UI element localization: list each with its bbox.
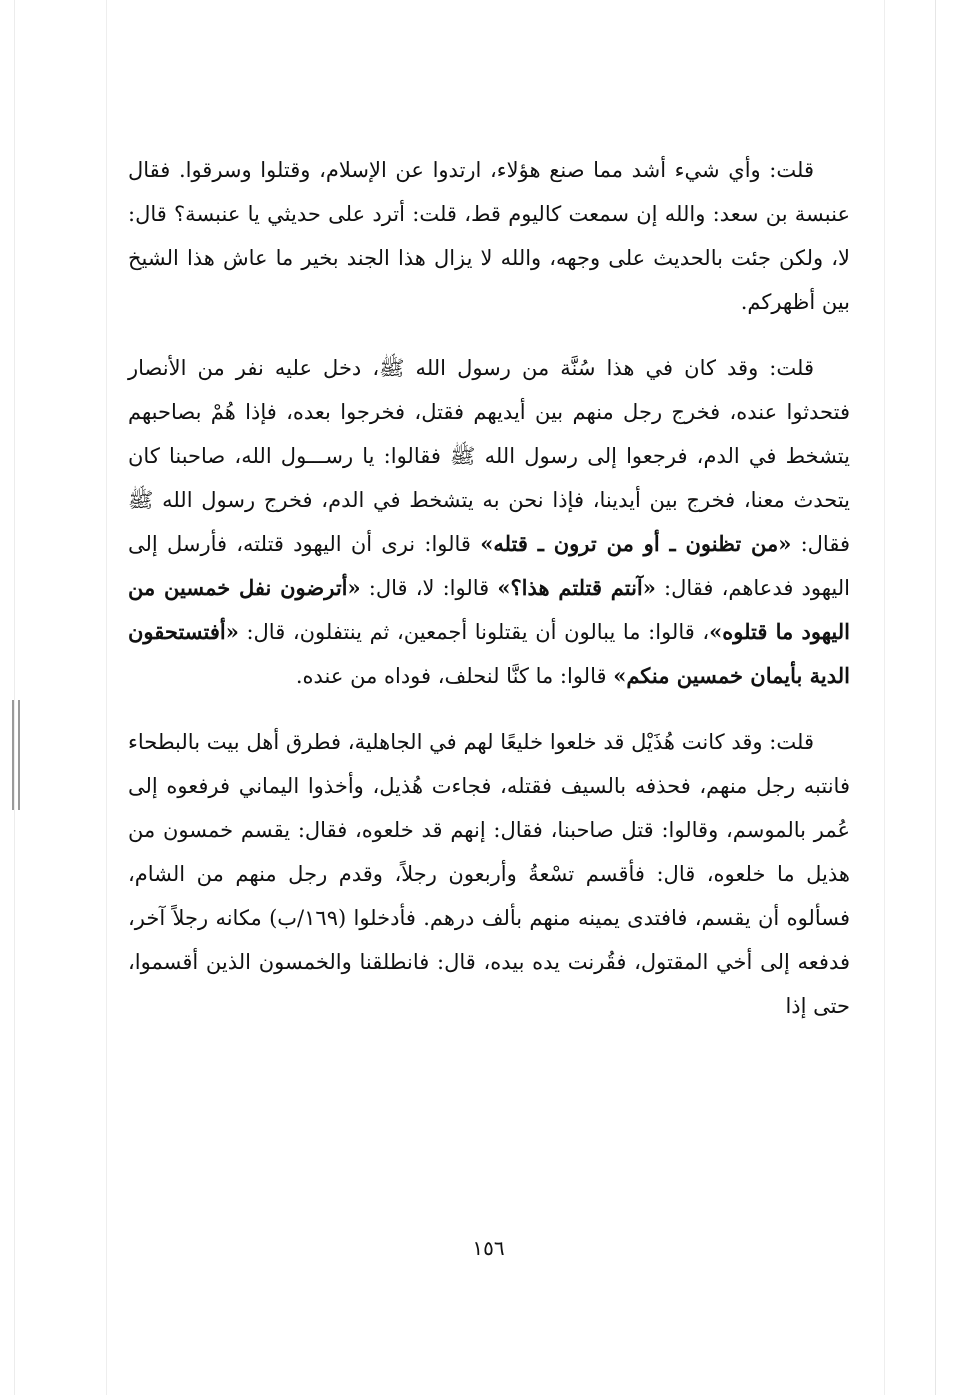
paragraph-text: ، قالوا: ما يبالون أن يقتلونا أجمعين، ثم ينتفلون، قال: [238,620,710,644]
hadith-quote: «من تظنون ـ أو من ترون ـ قتله» [480,531,792,556]
scan-artifact-line [935,0,936,1395]
hadith-quote: «أفتستحقون الدية بأيمان خمسين منكم» [128,619,850,688]
paragraph-text: قالوا: لا، قال: [360,576,498,600]
margin-mark [12,700,14,810]
scan-artifact-line [14,0,15,1395]
paragraph-1 [128,148,850,324]
page-number: ١٥٦ [472,1236,505,1260]
paragraph-text: قلت: وقد كانت هُذَيْل قد خلعوا خليعًا لهم في الجاهلية، فطرق أهل بيت بالبطحاء فانتبه رجل منهم، فحذفه بالسيف فقتله، فجاءت هُذيل، وأخذوا اليماني فرفعوه إلى عُمر بالموسم، وقالوا: قتل صاحبنا، فقال: إنهم قد خلعوه، فقال: يقسم خمسون من هذيل ما خلعوه، قال: فأقسم تسْعةُ وأربعون رجلاً، وقدم رجل منهم من الشام، فسألوه أن يقسم، فافتدى يمينه منهم بألف درهم. فأدخلوا (١٦٩/ب) مكانه رجلاً آخر، فدفعه إلى أخي المقتول، فقُرنت يده بيده، قال: فانطلقنا والخمسون الذين أقسموا، حتى إذا [128,730,851,1018]
paragraph-text: قالوا: نرى أن اليهود قتلته، فأرسل إلى اليهود فدعاهم، فقال: [128,532,850,600]
paragraph-2 [128,346,850,698]
scan-artifact-line [106,0,107,1395]
margin-mark [18,700,20,810]
paragraph-text: قلت: وقد كان في هذا سُنَّة من رسول الله ﷺ، دخل عليه نفر من الأنصار فتحدثوا عنده، فخرج رجل منهم بين أيديهم فقتل، فخرجوا بعده، فإذا هُمْ بصاحبهم يتشخط في الدم، فرجعوا إلى رسول الله ﷺ فقالوا: يا رســـول الله، صاحبنا كان يتحدث معنا، فخرج بين أيدينا، فإذا نحن به يتشخط في الدم، فخرج رسول الله ﷺ فقال: [128,356,850,556]
hadith-quote: «آنتم قتلتم هذا؟» [497,575,656,600]
hadith-quote: «أترضون نفل خمسين من اليهود ما قتلوه» [128,575,850,644]
paragraph-text: قالوا: ما كنَّا لنحلف، فوداه من عنده. [295,664,614,688]
body-text [128,148,850,1050]
paragraph-3 [128,720,850,1028]
paragraph-text: قلت: وأي شيء أشد مما صنع هؤلاء، ارتدوا عن الإسلام، وقتلوا وسرقوا. فقال عنبسة بن سعد: والله إن سمعت كاليوم قط، قلت: أترد على حديثي يا عنبسة؟ قال: لا، ولكن جئت بالحديث على وجهه، والله لا يزال هذا الجند بخير ما عاش هذا الشيخ بين أظهركم. [128,158,850,314]
scan-artifact-line [884,0,885,1395]
